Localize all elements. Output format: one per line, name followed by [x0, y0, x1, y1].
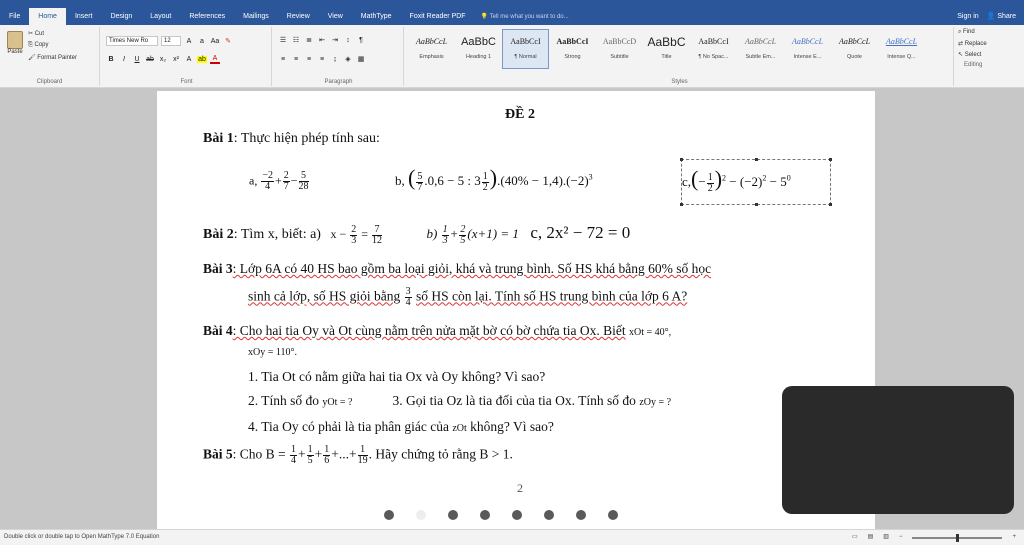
style-no-spacing[interactable] [690, 29, 737, 69]
tell-me-box[interactable]: 💡 Tell me what you want to do... [480, 14, 569, 20]
angle-yot: yOt = ? [322, 397, 353, 408]
paragraph-label: Paragraph [324, 79, 353, 85]
tab-references[interactable]: References [189, 13, 226, 20]
zoom-thumb[interactable] [956, 534, 959, 542]
bai1-line [203, 131, 380, 147]
text-effects-icon[interactable]: A [186, 56, 192, 63]
style-preview: AaBbCcD [602, 37, 637, 46]
cursor-icon: ↖ [958, 52, 964, 58]
tab-mailings[interactable]: Mailings [243, 13, 269, 20]
angle-zot: zOt [452, 423, 467, 434]
clipboard-label: Clipboard [36, 79, 63, 85]
find-button[interactable] [958, 29, 987, 36]
bai2-label: Bài 2 [203, 227, 234, 242]
tab-layout[interactable]: Layout [150, 13, 172, 20]
share-button[interactable] [987, 8, 1016, 25]
fraction: $\frac{5}{7}$ [417, 170, 423, 193]
font-name-select[interactable]: Times New Ro [106, 36, 158, 46]
fraction: $\frac{1}{4}$ [291, 444, 297, 466]
angle-zoy: zOy = ? [639, 397, 672, 408]
person-icon: 👤 [986, 13, 996, 20]
bai5-tail: . Hãy chứng tỏ rằng B > 1. [368, 446, 513, 462]
share-label: Share [997, 13, 1016, 20]
multilevel-list-icon[interactable]: ≣ [306, 37, 312, 44]
tab-mathtype[interactable]: MathType [360, 13, 392, 20]
style-name: ¶ Normal [514, 54, 537, 60]
carousel-dot[interactable] [384, 510, 394, 520]
tab-foxit[interactable]: Foxit Reader PDF [409, 13, 466, 20]
select-button[interactable] [958, 51, 987, 58]
copy-button[interactable] [28, 42, 77, 49]
carousel-dot-active[interactable] [416, 510, 426, 520]
bold-icon[interactable]: B [108, 56, 114, 63]
superscript-icon[interactable]: x² [173, 56, 179, 63]
styles-gallery [408, 29, 925, 69]
bai4-q4-text: 4. Tia Oy có phải là tia phân giác của [248, 419, 449, 434]
style-preview: AaBbC [647, 35, 686, 49]
angle-xoy: xOy = 110°. [248, 347, 297, 358]
highlight-icon[interactable]: ab [198, 56, 206, 63]
paragraph-group [274, 27, 404, 86]
bai3-label: Bài 3 [203, 261, 233, 276]
paste-button[interactable] [4, 29, 26, 73]
resize-handle[interactable] [680, 158, 683, 161]
resize-handle[interactable] [829, 203, 832, 206]
copy-label: Copy [34, 42, 49, 48]
status-bar [0, 529, 1024, 545]
carousel-dot[interactable] [608, 510, 618, 520]
exam-heading: ĐỀ 2 [505, 107, 535, 122]
tab-view[interactable]: View [327, 13, 343, 20]
ribbon [0, 25, 1024, 88]
style-subtle-emphasis[interactable] [737, 29, 784, 69]
copy-icon: ⎘ [28, 42, 33, 48]
style-emphasis[interactable] [408, 29, 455, 69]
clear-format-icon[interactable]: ✎ [225, 38, 231, 45]
style-title[interactable] [643, 29, 690, 69]
carousel-dot[interactable] [448, 510, 458, 520]
underline-icon[interactable]: U [134, 56, 140, 63]
bai3-text1: : Lớp 6A có 40 HS bao gồm ba loại giỏi, khá và trung bình. Số HS khá bằng 60% số học [232, 261, 712, 276]
clipboard-group [0, 27, 100, 86]
clipboard-icon [7, 31, 23, 49]
grow-font-icon[interactable]: A [186, 37, 192, 45]
style-name: Strong [564, 54, 581, 60]
bai5-text: : Cho B = [232, 446, 286, 462]
bai4-q2q3 [248, 393, 671, 409]
borders-icon[interactable]: ▦ [357, 56, 365, 63]
scissors-icon: ✂ [28, 31, 34, 37]
shrink-font-icon[interactable]: a [200, 37, 204, 45]
style-subtitle[interactable] [596, 29, 643, 69]
style-heading-1[interactable] [455, 29, 502, 69]
bai3-line1 [203, 261, 711, 277]
video-overlay-panel[interactable] [782, 386, 1014, 514]
fraction: $\frac{1}{5}$ [307, 444, 313, 466]
style-quote[interactable] [831, 29, 878, 69]
style-preview: AaBbC [461, 36, 496, 48]
bai4-text1: : Cho hai tia Oy và Ot cùng nằm trên nửa mặt bờ có bờ chứa tia Ox. Biết [232, 323, 626, 338]
carousel-dot[interactable] [576, 510, 586, 520]
paste-label: Paste [7, 49, 23, 55]
magnifier-icon: ⌕ [958, 29, 962, 35]
brush-icon: 🖌 [28, 55, 36, 61]
style-name: Quote [847, 54, 862, 60]
bai1c-label: c, [682, 174, 692, 189]
bai4-line1 [203, 323, 671, 339]
print-layout-icon[interactable]: ▤ [867, 534, 874, 540]
bai2a-expr[interactable]: x − $\frac{2}{3}$ = $\frac{7}{12}$ [330, 223, 383, 246]
bai4-q4 [248, 419, 554, 435]
styles-label: Styles [671, 79, 688, 85]
resize-handle[interactable] [755, 158, 758, 161]
zoom-slider[interactable] [912, 537, 1002, 539]
carousel-dot[interactable] [544, 510, 554, 520]
editing-group [958, 29, 987, 68]
resize-handle[interactable] [829, 158, 832, 161]
align-left-icon[interactable]: ≡ [280, 55, 286, 63]
zoom-in-icon[interactable]: + [1012, 534, 1016, 540]
subscript-icon[interactable]: x₂ [159, 56, 167, 63]
bai3-line2 [248, 287, 687, 308]
cut-button[interactable] [28, 30, 77, 37]
find-label: Find [963, 29, 975, 35]
fraction: $\frac{3}{4}$ [405, 286, 411, 308]
web-layout-icon[interactable]: ▥ [883, 534, 889, 540]
editing-label: Editing [964, 62, 983, 68]
bai3-text2a: sinh cả lớp, số HS giỏi bằng [248, 288, 401, 304]
bai2c-expr[interactable]: c, 2x² − 72 = 0 [530, 223, 631, 242]
bai1c-expr-selected[interactable]: c,(− $\frac{1}{2}$ )$^2 - (-2)^2 - 5^0$ [681, 159, 831, 205]
zoom-out-icon[interactable]: − [898, 534, 903, 540]
style-name: Subtitle [610, 54, 629, 60]
style-strong[interactable] [549, 29, 596, 69]
bai1a-label: a, [249, 173, 258, 188]
style-name: Intense Q... [887, 54, 916, 60]
cut-label: Cut [34, 31, 45, 37]
bai2-line [203, 223, 630, 246]
change-case-icon[interactable]: Aa [210, 37, 220, 45]
replace-label: Replace [964, 41, 987, 47]
bai1-text: : Thực hiện phép tính sau: [233, 131, 380, 146]
decrease-indent-icon[interactable]: ⇤ [319, 37, 325, 44]
document-page[interactable] [157, 91, 875, 529]
tab-insert[interactable]: Insert [74, 13, 93, 20]
sort-icon[interactable]: ↕ [346, 36, 350, 44]
read-mode-icon[interactable]: ▭ [851, 534, 858, 540]
align-center-icon[interactable]: ≡ [293, 55, 299, 63]
bai1-label: Bài 1 [203, 131, 234, 146]
status-hint: Double click or double tap to Open MathType 7.0 Equation [4, 534, 160, 540]
format-painter-label: Format Painter [37, 55, 77, 61]
bai4-q2-text: 2. Tính số đo [248, 393, 320, 408]
style-normal[interactable] [502, 29, 549, 69]
tell-me-text: Tell me what you want to do... [489, 14, 569, 20]
style-name: Heading 1 [465, 54, 492, 60]
page-number: 2 [517, 481, 523, 495]
style-name: Intense E... [793, 54, 822, 60]
style-preview: AaBbCcL [885, 37, 918, 46]
style-name: ¶ No Spac... [698, 54, 729, 60]
bai2b-expr[interactable]: b) $\frac{1}{3}$ + $\frac{2}{5}$ (x+1) = 1 [426, 223, 519, 246]
shading-icon[interactable]: ◈ [345, 56, 351, 63]
replace-button[interactable] [958, 40, 987, 47]
bai5-line: Bài 5: Cho B = $\frac{1}{4}$ + $\frac{1}{5}$ + $\frac{1}{6}$ +...+ $\frac{1}{19}$ . Hãy chứng tỏ rằng B > 1. [203, 444, 513, 466]
format-painter-button[interactable] [28, 54, 77, 61]
bai4-q3-text: 3. Gọi tia Oz là tia đối của tia Ox. Tính số đo [392, 393, 636, 408]
style-name: Emphasis [419, 54, 444, 60]
carousel-dot[interactable] [480, 510, 490, 520]
ribbon-tabs [0, 8, 1024, 25]
bullets-icon[interactable]: ☰ [279, 37, 287, 44]
font-label: Font [180, 79, 193, 85]
style-preview: AaBbCcI [510, 37, 541, 46]
bai4-label: Bài 4 [203, 323, 233, 338]
fraction: $\frac{2}{7}$ [283, 170, 289, 192]
bai4-q4-tail: không? Vì sao? [470, 419, 554, 434]
style-preview: AaBbCcL [791, 37, 824, 46]
strikethrough-icon[interactable]: ab [146, 56, 154, 63]
bai2-text: : Tìm x, biết: a) [233, 227, 321, 242]
fraction: $\frac{1}{6}$ [324, 444, 330, 466]
resize-handle[interactable] [755, 203, 758, 206]
bai4-q1: 1. Tia Ot có nằm giữa hai tia Ox và Oy không? Vì sao? [248, 369, 546, 384]
carousel-dots [384, 510, 618, 520]
sign-in-link[interactable]: Sign in [957, 13, 979, 20]
bai1b-expr[interactable]: b, ( $\frac{5}{7}$ .0,6 − 5 : 3 $\frac{1}{2}$ )$.(40\% - 1,4).(-2)^3$ [395, 165, 593, 193]
bai5-label: Bài 5 [203, 446, 233, 462]
font-color-icon[interactable]: A [210, 55, 220, 64]
fraction: $\frac{-2}{4}$ [262, 170, 273, 192]
style-intense-quote[interactable] [878, 29, 925, 69]
increase-indent-icon[interactable]: ⇥ [332, 37, 338, 44]
angle-xot: xOt = 40°, [628, 327, 672, 338]
numbering-icon[interactable]: ☷ [292, 37, 300, 44]
line-spacing-icon[interactable]: ↨ [333, 55, 337, 63]
pilcrow-icon[interactable]: ¶ [359, 36, 363, 44]
bai1a-expr[interactable]: a, $\frac{-2}{4}$ + $\frac{2}{7}$ − $\frac{5}{28}$ [249, 170, 309, 192]
title-bar [0, 0, 1024, 8]
justify-icon[interactable]: ≡ [319, 55, 325, 63]
italic-icon[interactable]: I [123, 56, 125, 63]
bai3-text2b: số HS còn lại. Tính số HS trung bình của lớp 6 A? [416, 288, 688, 304]
tab-review[interactable]: Review [286, 13, 310, 20]
style-intense-emphasis[interactable] [784, 29, 831, 69]
resize-handle[interactable] [680, 203, 683, 206]
style-preview: AaBbCcI [556, 37, 589, 46]
style-preview: AaBbCcL [415, 37, 448, 46]
replace-icon: ⇄ [958, 41, 964, 47]
style-preview: AaBbCcL [744, 37, 777, 46]
fraction: $\frac{5}{28}$ [298, 170, 309, 192]
align-right-icon[interactable]: ≡ [306, 55, 312, 63]
font-group [102, 27, 272, 86]
font-size-select[interactable]: 12 [161, 36, 181, 46]
tab-design[interactable]: Design [110, 13, 133, 20]
style-name: Title [661, 54, 672, 60]
carousel-dot[interactable] [512, 510, 522, 520]
bai1b-label: b, [395, 173, 405, 188]
style-preview: AaBbCcI [698, 37, 729, 46]
fraction: $\frac{1}{2}$ [707, 171, 713, 194]
select-label: Select [964, 52, 982, 58]
tab-file[interactable]: File [9, 13, 21, 20]
fraction: $\frac{1}{2}$ [482, 170, 488, 193]
fraction: $\frac{1}{19}$ [357, 444, 368, 466]
style-preview: AaBbCcL [838, 37, 871, 46]
style-name: Subtle Em... [745, 54, 776, 60]
tab-home[interactable]: Home [29, 8, 66, 25]
